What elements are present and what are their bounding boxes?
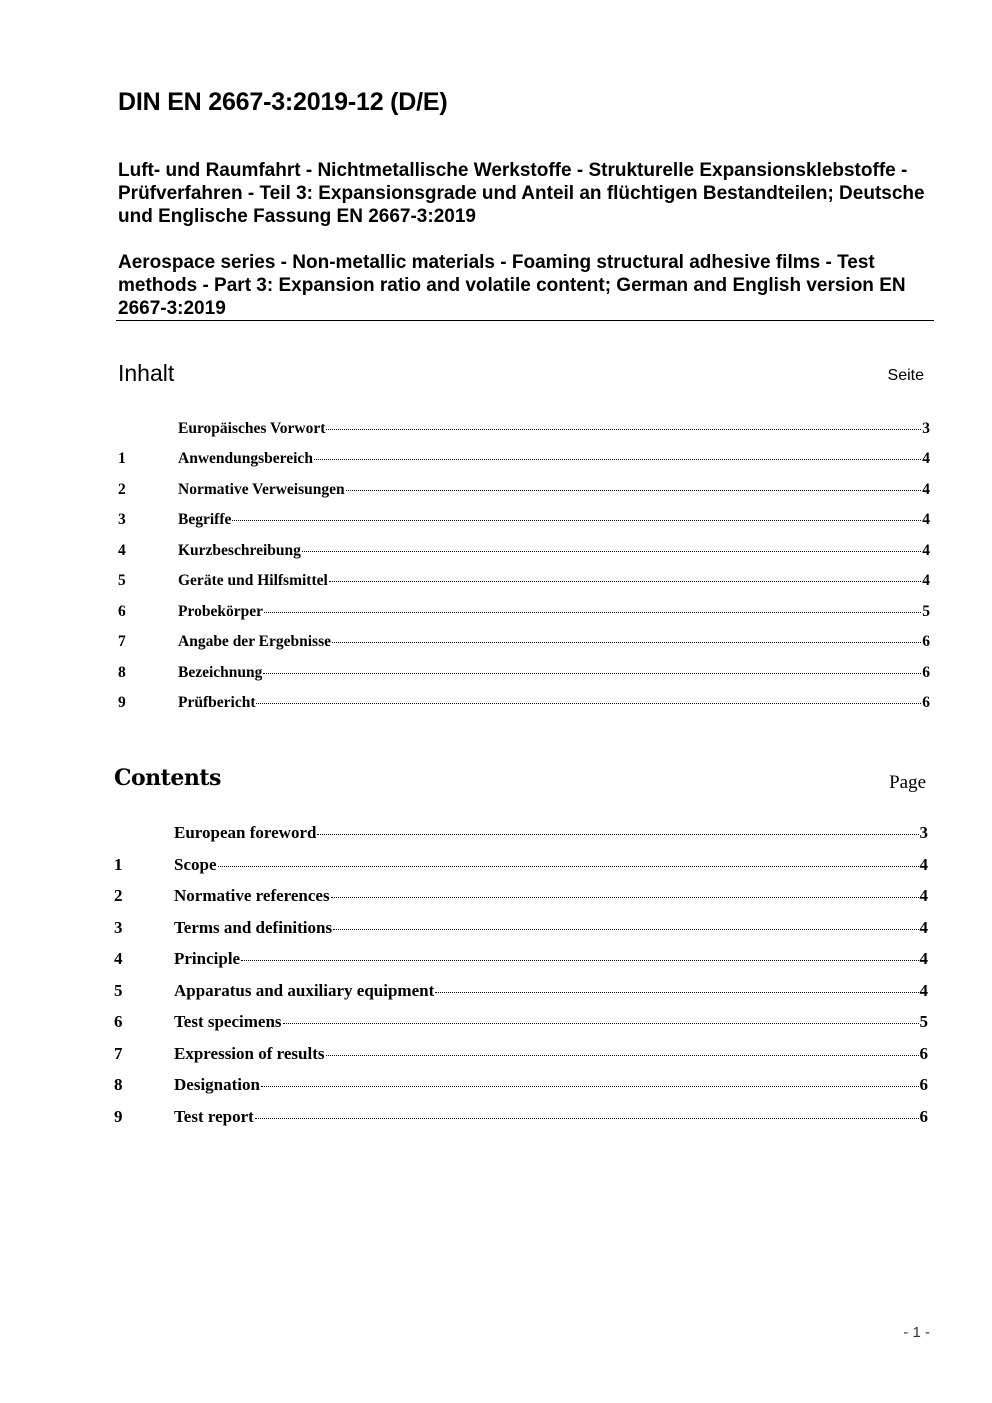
toc-entry-page: 6 [919, 1075, 928, 1094]
toc-heading-german: Inhalt [118, 360, 175, 386]
toc-entry[interactable] [118, 477, 930, 508]
page-number: - 1 - [903, 1324, 930, 1341]
toc-entry[interactable] [114, 1072, 928, 1104]
toc-entry[interactable] [118, 447, 930, 478]
toc-entry-text: Probekörper [178, 602, 263, 620]
toc-entry-page: 4 [922, 572, 930, 589]
toc-page-label-english: Page [889, 772, 926, 793]
toc-entry[interactable] [118, 660, 930, 691]
toc-entry-number: 8 [118, 663, 126, 681]
toc-entry-page: 4 [919, 917, 928, 937]
toc-entry[interactable] [118, 508, 930, 539]
toc-entry[interactable] [118, 599, 930, 630]
toc-entry-number: 6 [114, 1012, 123, 1031]
toc-entry-text: Principle [174, 949, 241, 968]
toc-entry-text: Anwendungsbereich [178, 450, 313, 467]
toc-entry[interactable] [118, 538, 930, 569]
toc-leader [326, 416, 921, 430]
toc-entry-text: Normative references [174, 886, 330, 905]
toc-entry-number: 4 [114, 949, 123, 968]
toc-entry-page: 4 [919, 949, 928, 968]
toc-leader [261, 1072, 919, 1087]
toc-leader [241, 946, 918, 961]
toc-leader [346, 477, 922, 491]
toc-entry[interactable] [118, 416, 930, 447]
toc-entry-number: 8 [114, 1075, 123, 1094]
document-title: DIN EN 2667-3:2019-12 (D/E) [118, 88, 448, 116]
toc-entry-number: 1 [114, 854, 123, 874]
toc-leader [232, 508, 921, 522]
toc-heading-english: Contents [114, 765, 221, 791]
toc-leader [317, 820, 918, 835]
toc-entry[interactable] [114, 852, 928, 884]
toc-entry-number: 3 [118, 511, 126, 528]
toc-entry-page: 3 [922, 419, 930, 437]
toc-entry[interactable] [114, 820, 928, 852]
toc-entry-number: 9 [118, 694, 126, 711]
toc-entry-number: 1 [118, 450, 126, 467]
toc-entry-page: 4 [922, 450, 930, 467]
toc-entry[interactable] [114, 1104, 928, 1136]
toc-leader [314, 447, 921, 461]
toc-entry-text: Test specimens [174, 1012, 282, 1031]
toc-entry-text: Terms and definitions [174, 917, 333, 937]
toc-entry-page: 5 [922, 602, 930, 620]
toc-entry[interactable] [114, 915, 928, 947]
toc-list-german [118, 416, 930, 721]
toc-entry-page: 4 [922, 480, 930, 498]
toc-entry-page: 4 [919, 886, 928, 905]
toc-entry[interactable] [114, 946, 928, 978]
title-english: Aerospace series - Non-metallic materials - Foaming structural adhesive films - Test methods - Part 3: Expansion ratio and volatile content; German and English version EN 2667-3:2019 [118, 252, 906, 319]
toc-entry-text: Prüfbericht [178, 694, 256, 711]
toc-entry[interactable] [114, 978, 928, 1010]
toc-entry-text: European foreword [174, 823, 317, 842]
toc-entry-text: Designation [174, 1075, 260, 1094]
toc-entry[interactable] [114, 1041, 928, 1073]
toc-entry-number: 2 [114, 886, 123, 905]
toc-entry-text: Expression of results [174, 1043, 325, 1063]
toc-entry-number: 7 [114, 1043, 123, 1063]
toc-entry[interactable] [118, 569, 930, 600]
toc-entry-page: 4 [922, 541, 930, 559]
toc-entry[interactable] [114, 1009, 928, 1041]
toc-leader [326, 1041, 919, 1056]
toc-entry-number: 7 [118, 633, 126, 650]
toc-leader [264, 599, 921, 613]
toc-entry[interactable] [114, 883, 928, 915]
toc-leader [302, 538, 921, 552]
toc-entry-text: Bezeichnung [178, 663, 263, 681]
toc-entry-page: 3 [919, 823, 928, 842]
toc-entry-text: Europäisches Vorwort [178, 419, 326, 437]
toc-leader [218, 852, 919, 867]
toc-entry-page: 5 [919, 1012, 928, 1031]
toc-entry-page: 6 [919, 1106, 928, 1126]
toc-entry-text: Begriffe [178, 511, 232, 528]
toc-entry-text: Angabe der Ergebnisse [178, 633, 332, 650]
toc-page-label-german: Seite [887, 367, 924, 384]
toc-leader [283, 1009, 919, 1024]
toc-entry-text: Apparatus and auxiliary equipment [174, 980, 435, 1000]
toc-list-english [114, 820, 928, 1135]
toc-entry-number: 6 [118, 602, 126, 620]
toc-entry-page: 4 [922, 511, 930, 528]
toc-entry-page: 6 [922, 694, 930, 711]
toc-entry-text: Test report [174, 1106, 254, 1126]
toc-leader [256, 691, 921, 705]
toc-entry-number: 2 [118, 480, 126, 498]
toc-entry-number: 3 [114, 917, 123, 937]
toc-entry-text: Geräte und Hilfsmittel [178, 572, 328, 589]
toc-entry-page: 4 [919, 980, 928, 1000]
toc-entry-page: 6 [922, 633, 930, 650]
toc-leader [332, 630, 921, 644]
toc-entry-page: 4 [919, 854, 928, 874]
toc-leader [329, 569, 921, 583]
toc-leader [255, 1104, 919, 1119]
toc-entry-number: 9 [114, 1106, 123, 1126]
toc-entry-text: Kurzbeschreibung [178, 541, 301, 559]
title-german: Luft- und Raumfahrt - Nichtmetallische Werkstoffe - Strukturelle Expansionsklebstoffe - Prüfverfahren - Teil 3: Expansionsgrade und Anteil an flüchtigen Bestandteilen; Deutsche und Englische Fassung EN 2667-3:2019 [118, 160, 925, 227]
toc-entry-page: 6 [919, 1043, 928, 1063]
toc-entry[interactable] [118, 691, 930, 722]
toc-leader [435, 978, 918, 993]
toc-entry-number: 4 [118, 541, 126, 559]
toc-entry-number: 5 [118, 572, 126, 589]
toc-entry-number: 5 [114, 980, 123, 1000]
title-divider [116, 320, 934, 321]
toc-leader [333, 915, 918, 930]
toc-leader [263, 660, 921, 674]
toc-leader [331, 883, 919, 898]
toc-entry-text: Scope [174, 854, 217, 874]
toc-entry-text: Normative Verweisungen [178, 480, 345, 498]
toc-entry[interactable] [118, 630, 930, 661]
toc-entry-page: 6 [922, 663, 930, 681]
